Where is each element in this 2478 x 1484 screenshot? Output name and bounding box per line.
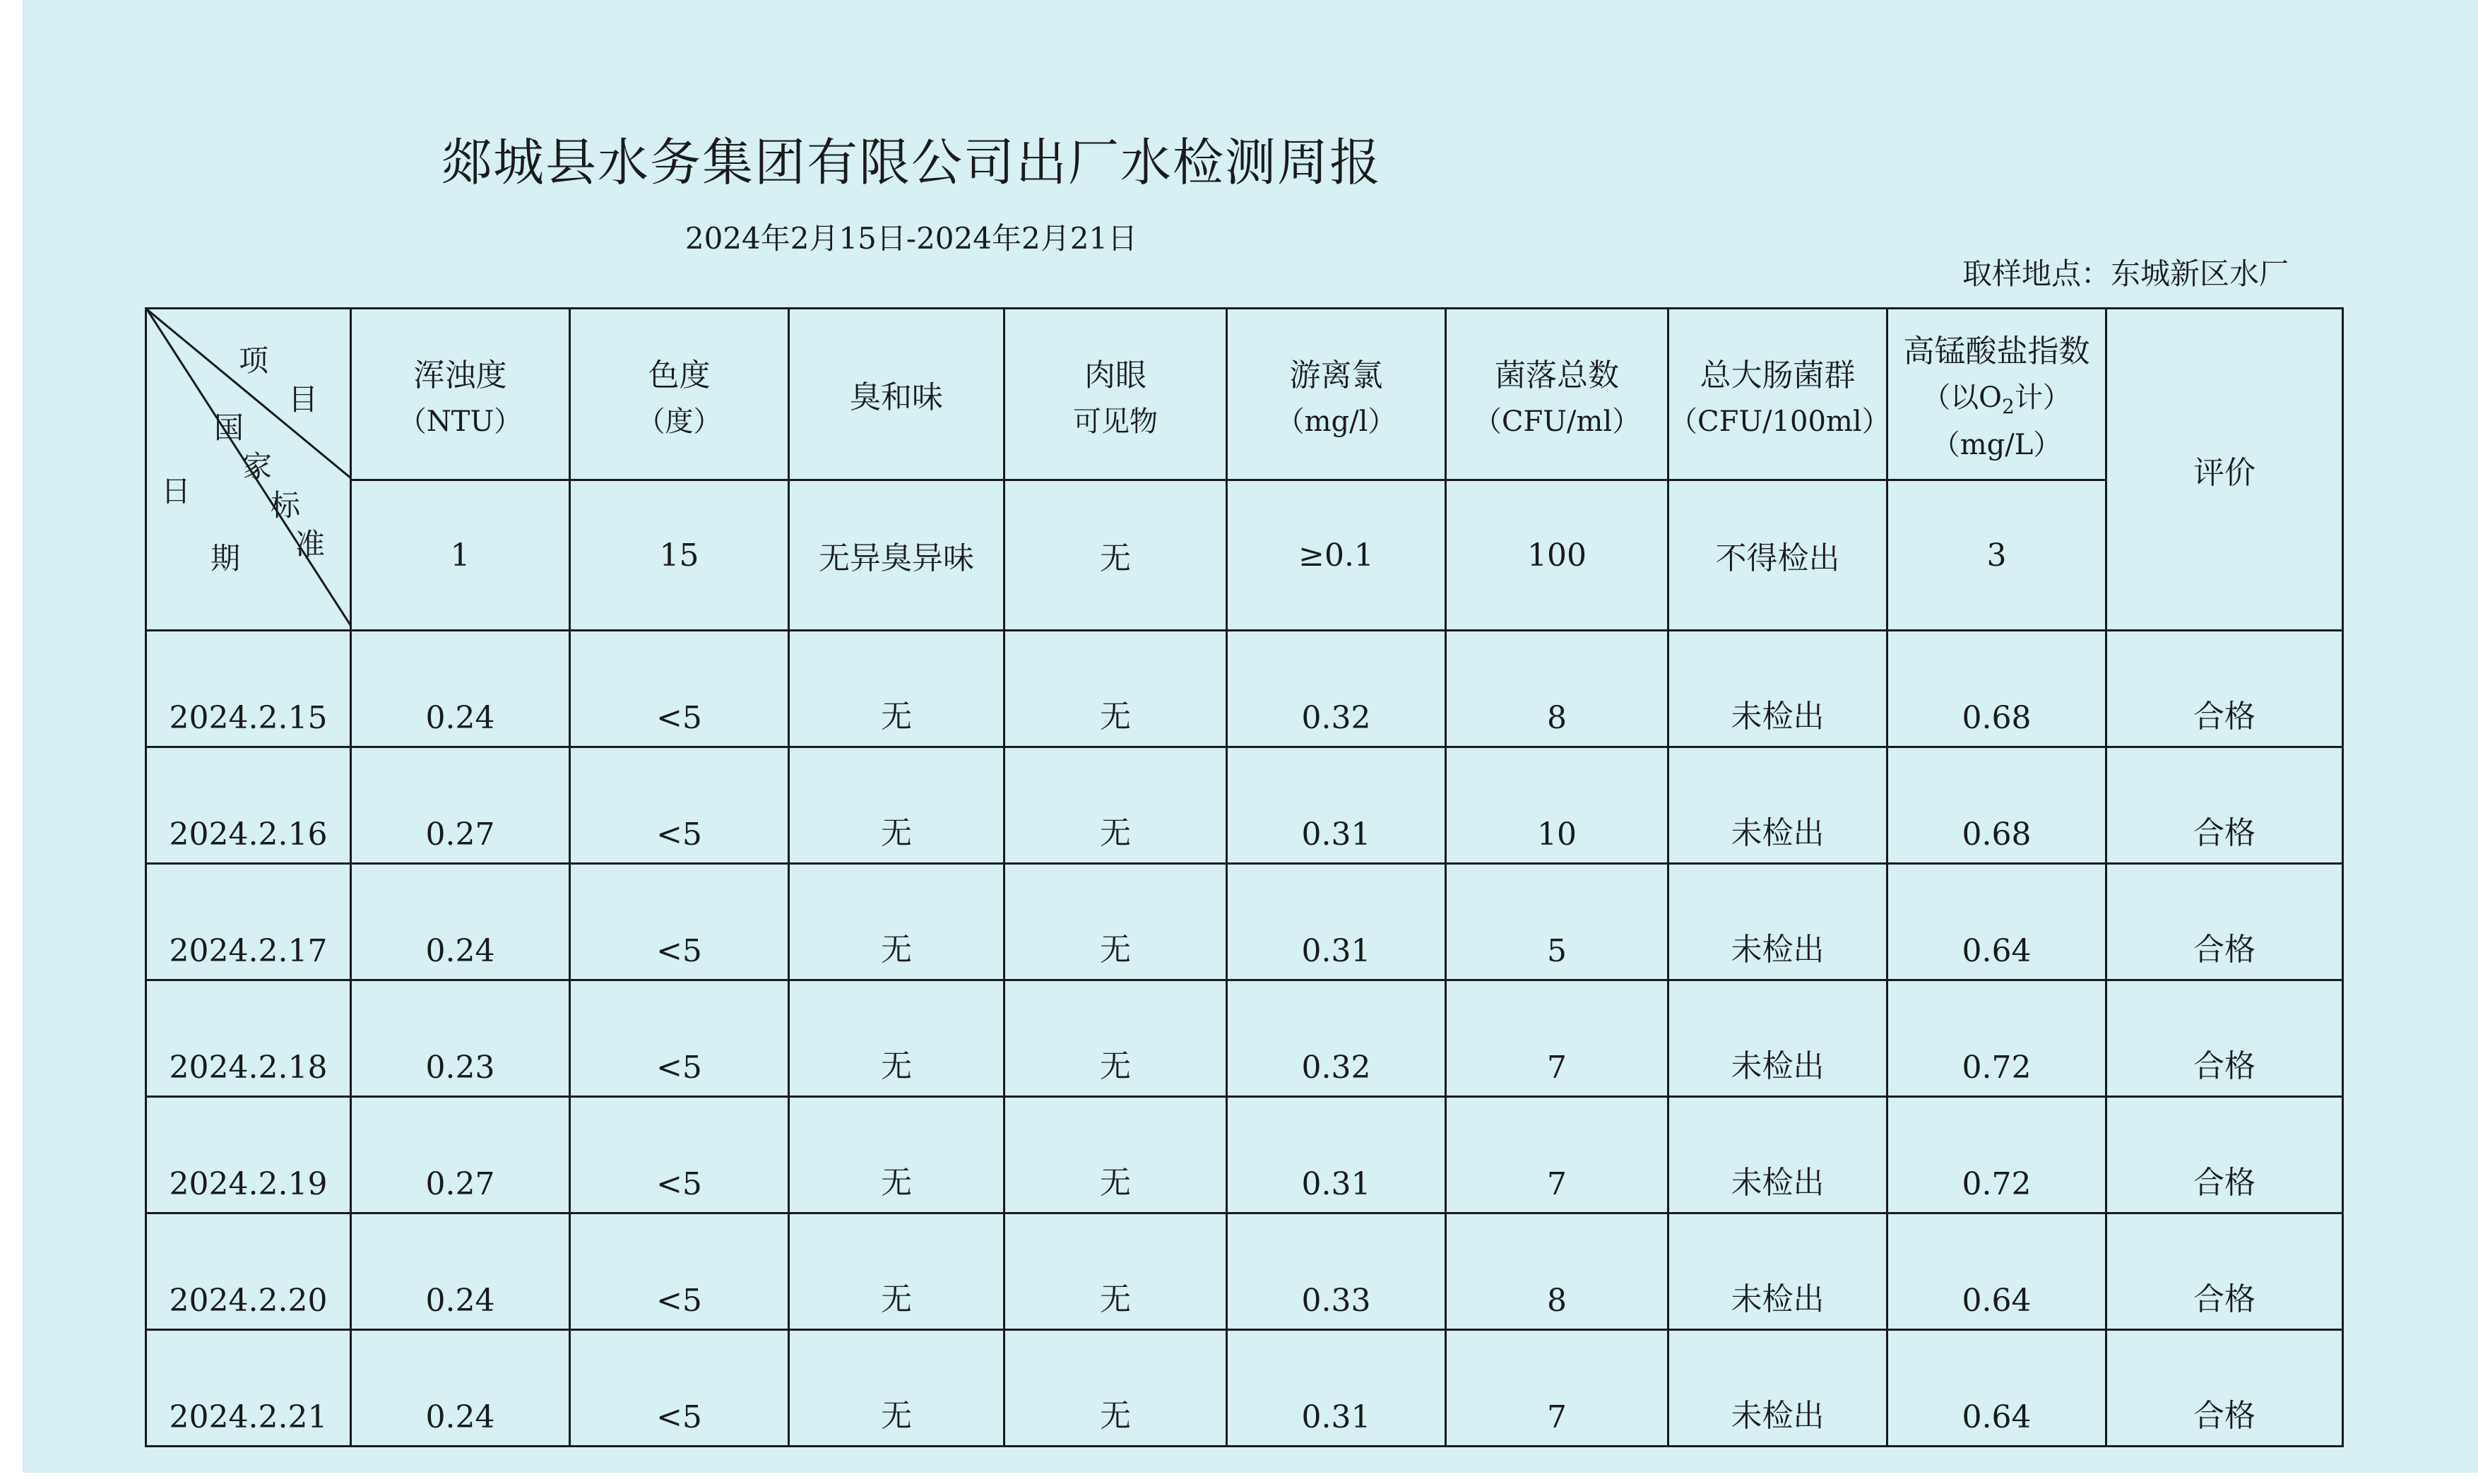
colony-cell: 10	[1446, 747, 1668, 864]
turbidity-cell: 0.24	[351, 864, 570, 980]
turbidity-cell: 0.27	[351, 1097, 570, 1213]
col-header-evaluation: 评价	[2106, 309, 2343, 631]
visible-cell: 无	[1004, 747, 1227, 864]
coliform-cell: 未检出	[1668, 980, 1887, 1097]
turbidity-cell: 0.23	[351, 980, 570, 1097]
color-cell: <5	[570, 1213, 789, 1330]
color-cell: <5	[570, 1097, 789, 1213]
std-odor: 无异臭异味	[789, 480, 1004, 631]
col-header-coliform: 总大肠菌群 （CFU/100ml）	[1668, 309, 1887, 480]
table-row	[146, 1097, 2343, 1213]
evaluation-cell: 合格	[2106, 747, 2343, 864]
scan-margin-bottom	[0, 1473, 2478, 1484]
colony-cell: 5	[1446, 864, 1668, 980]
report-date-range: 2024年2月15日-2024年2月21日	[684, 221, 1138, 256]
color-cell: <5	[570, 864, 789, 980]
permanganate-cell: 0.64	[1887, 1213, 2106, 1330]
date-cell: 2024.2.16	[146, 747, 351, 864]
corner-diagonal-cell	[146, 309, 351, 631]
col-header-permanganate: 高锰酸盐指数 （以$O_2$计） （mg/L）	[1887, 309, 2106, 480]
visible-cell: 无	[1004, 1213, 1227, 1330]
odor-cell: 无	[789, 1330, 1004, 1447]
sampling-location: 取样地点：东城新区水厂	[1962, 256, 2289, 291]
visible-cell: 无	[1004, 864, 1227, 980]
coliform-cell: 未检出	[1668, 1097, 1887, 1213]
table-row	[146, 1330, 2343, 1447]
corner-standard-2: 家	[242, 449, 273, 484]
colony-cell: 7	[1446, 980, 1668, 1097]
turbidity-cell: 0.24	[351, 631, 570, 747]
coliform-cell: 未检出	[1668, 747, 1887, 864]
date-cell: 2024.2.19	[146, 1097, 351, 1213]
evaluation-cell: 合格	[2106, 1097, 2343, 1213]
visible-cell: 无	[1004, 980, 1227, 1097]
odor-cell: 无	[789, 747, 1004, 864]
corner-standard-1: 国	[214, 410, 244, 445]
odor-cell: 无	[789, 1213, 1004, 1330]
color-cell: <5	[570, 1330, 789, 1447]
std-chlorine: ≥0.1	[1227, 480, 1446, 631]
date-cell: 2024.2.17	[146, 864, 351, 980]
standard-row	[146, 480, 2343, 631]
date-cell: 2024.2.15	[146, 631, 351, 747]
col-header-visible: 肉眼 可见物	[1004, 309, 1227, 480]
odor-cell: 无	[789, 1097, 1004, 1213]
permanganate-cell: 0.68	[1887, 747, 2106, 864]
std-turbidity: 1	[351, 480, 570, 631]
chlorine-cell: 0.32	[1227, 980, 1446, 1097]
corner-standard-3: 标	[271, 488, 301, 523]
evaluation-cell: 合格	[2106, 980, 2343, 1097]
col-header-colony: 菌落总数 （CFU/ml）	[1446, 309, 1668, 480]
chlorine-cell: 0.31	[1227, 747, 1446, 864]
coliform-cell: 未检出	[1668, 864, 1887, 980]
table-row	[146, 1213, 2343, 1330]
col-header-color: 色度 （度）	[570, 309, 789, 480]
turbidity-cell: 0.24	[351, 1213, 570, 1330]
odor-cell: 无	[789, 864, 1004, 980]
std-permanganate: 3	[1887, 480, 2106, 631]
report-title: 郯城县水务集团有限公司出厂水检测周报	[440, 133, 1382, 192]
std-color: 15	[570, 480, 789, 631]
std-colony: 100	[1446, 480, 1668, 631]
corner-standard-4: 准	[295, 527, 326, 562]
turbidity-cell: 0.27	[351, 747, 570, 864]
table-row	[146, 747, 2343, 864]
date-cell: 2024.2.18	[146, 980, 351, 1097]
date-cell: 2024.2.20	[146, 1213, 351, 1330]
odor-cell: 无	[789, 980, 1004, 1097]
odor-cell: 无	[789, 631, 1004, 747]
colony-cell: 7	[1446, 1330, 1668, 1447]
permanganate-cell: 0.68	[1887, 631, 2106, 747]
evaluation-cell: 合格	[2106, 1213, 2343, 1330]
chlorine-cell: 0.31	[1227, 1330, 1446, 1447]
date-cell: 2024.2.21	[146, 1330, 351, 1447]
table-row	[146, 980, 2343, 1097]
chlorine-cell: 0.31	[1227, 864, 1446, 980]
corner-date-2: 期	[211, 541, 241, 576]
corner-item-2: 目	[288, 382, 319, 417]
color-cell: <5	[570, 980, 789, 1097]
table-row	[146, 631, 2343, 747]
colony-cell: 8	[1446, 631, 1668, 747]
coliform-cell: 未检出	[1668, 1213, 1887, 1330]
evaluation-cell: 合格	[2106, 631, 2343, 747]
color-cell: <5	[570, 747, 789, 864]
chlorine-cell: 0.33	[1227, 1213, 1446, 1330]
chlorine-cell: 0.31	[1227, 1097, 1446, 1213]
col-header-turbidity: 浑浊度 （NTU）	[351, 309, 570, 480]
water-quality-table	[145, 307, 2344, 1447]
evaluation-cell: 合格	[2106, 1330, 2343, 1447]
std-visible: 无	[1004, 480, 1227, 631]
color-cell: <5	[570, 631, 789, 747]
coliform-cell: 未检出	[1668, 1330, 1887, 1447]
table-row	[146, 864, 2343, 980]
header-row	[146, 309, 2343, 480]
corner-item-1: 项	[239, 343, 269, 378]
visible-cell: 无	[1004, 1097, 1227, 1213]
visible-cell: 无	[1004, 1330, 1227, 1447]
permanganate-cell: 0.72	[1887, 980, 2106, 1097]
col-header-odor: 臭和味	[789, 309, 1004, 480]
colony-cell: 8	[1446, 1213, 1668, 1330]
permanganate-cell: 0.64	[1887, 1330, 2106, 1447]
std-coliform: 不得检出	[1668, 480, 1887, 631]
visible-cell: 无	[1004, 631, 1227, 747]
chlorine-cell: 0.32	[1227, 631, 1446, 747]
turbidity-cell: 0.24	[351, 1330, 570, 1447]
permanganate-cell: 0.72	[1887, 1097, 2106, 1213]
coliform-cell: 未检出	[1668, 631, 1887, 747]
evaluation-cell: 合格	[2106, 864, 2343, 980]
corner-date-1: 日	[161, 474, 191, 509]
permanganate-cell: 0.64	[1887, 864, 2106, 980]
colony-cell: 7	[1446, 1097, 1668, 1213]
col-header-chlorine: 游离氯 （mg/l）	[1227, 309, 1446, 480]
